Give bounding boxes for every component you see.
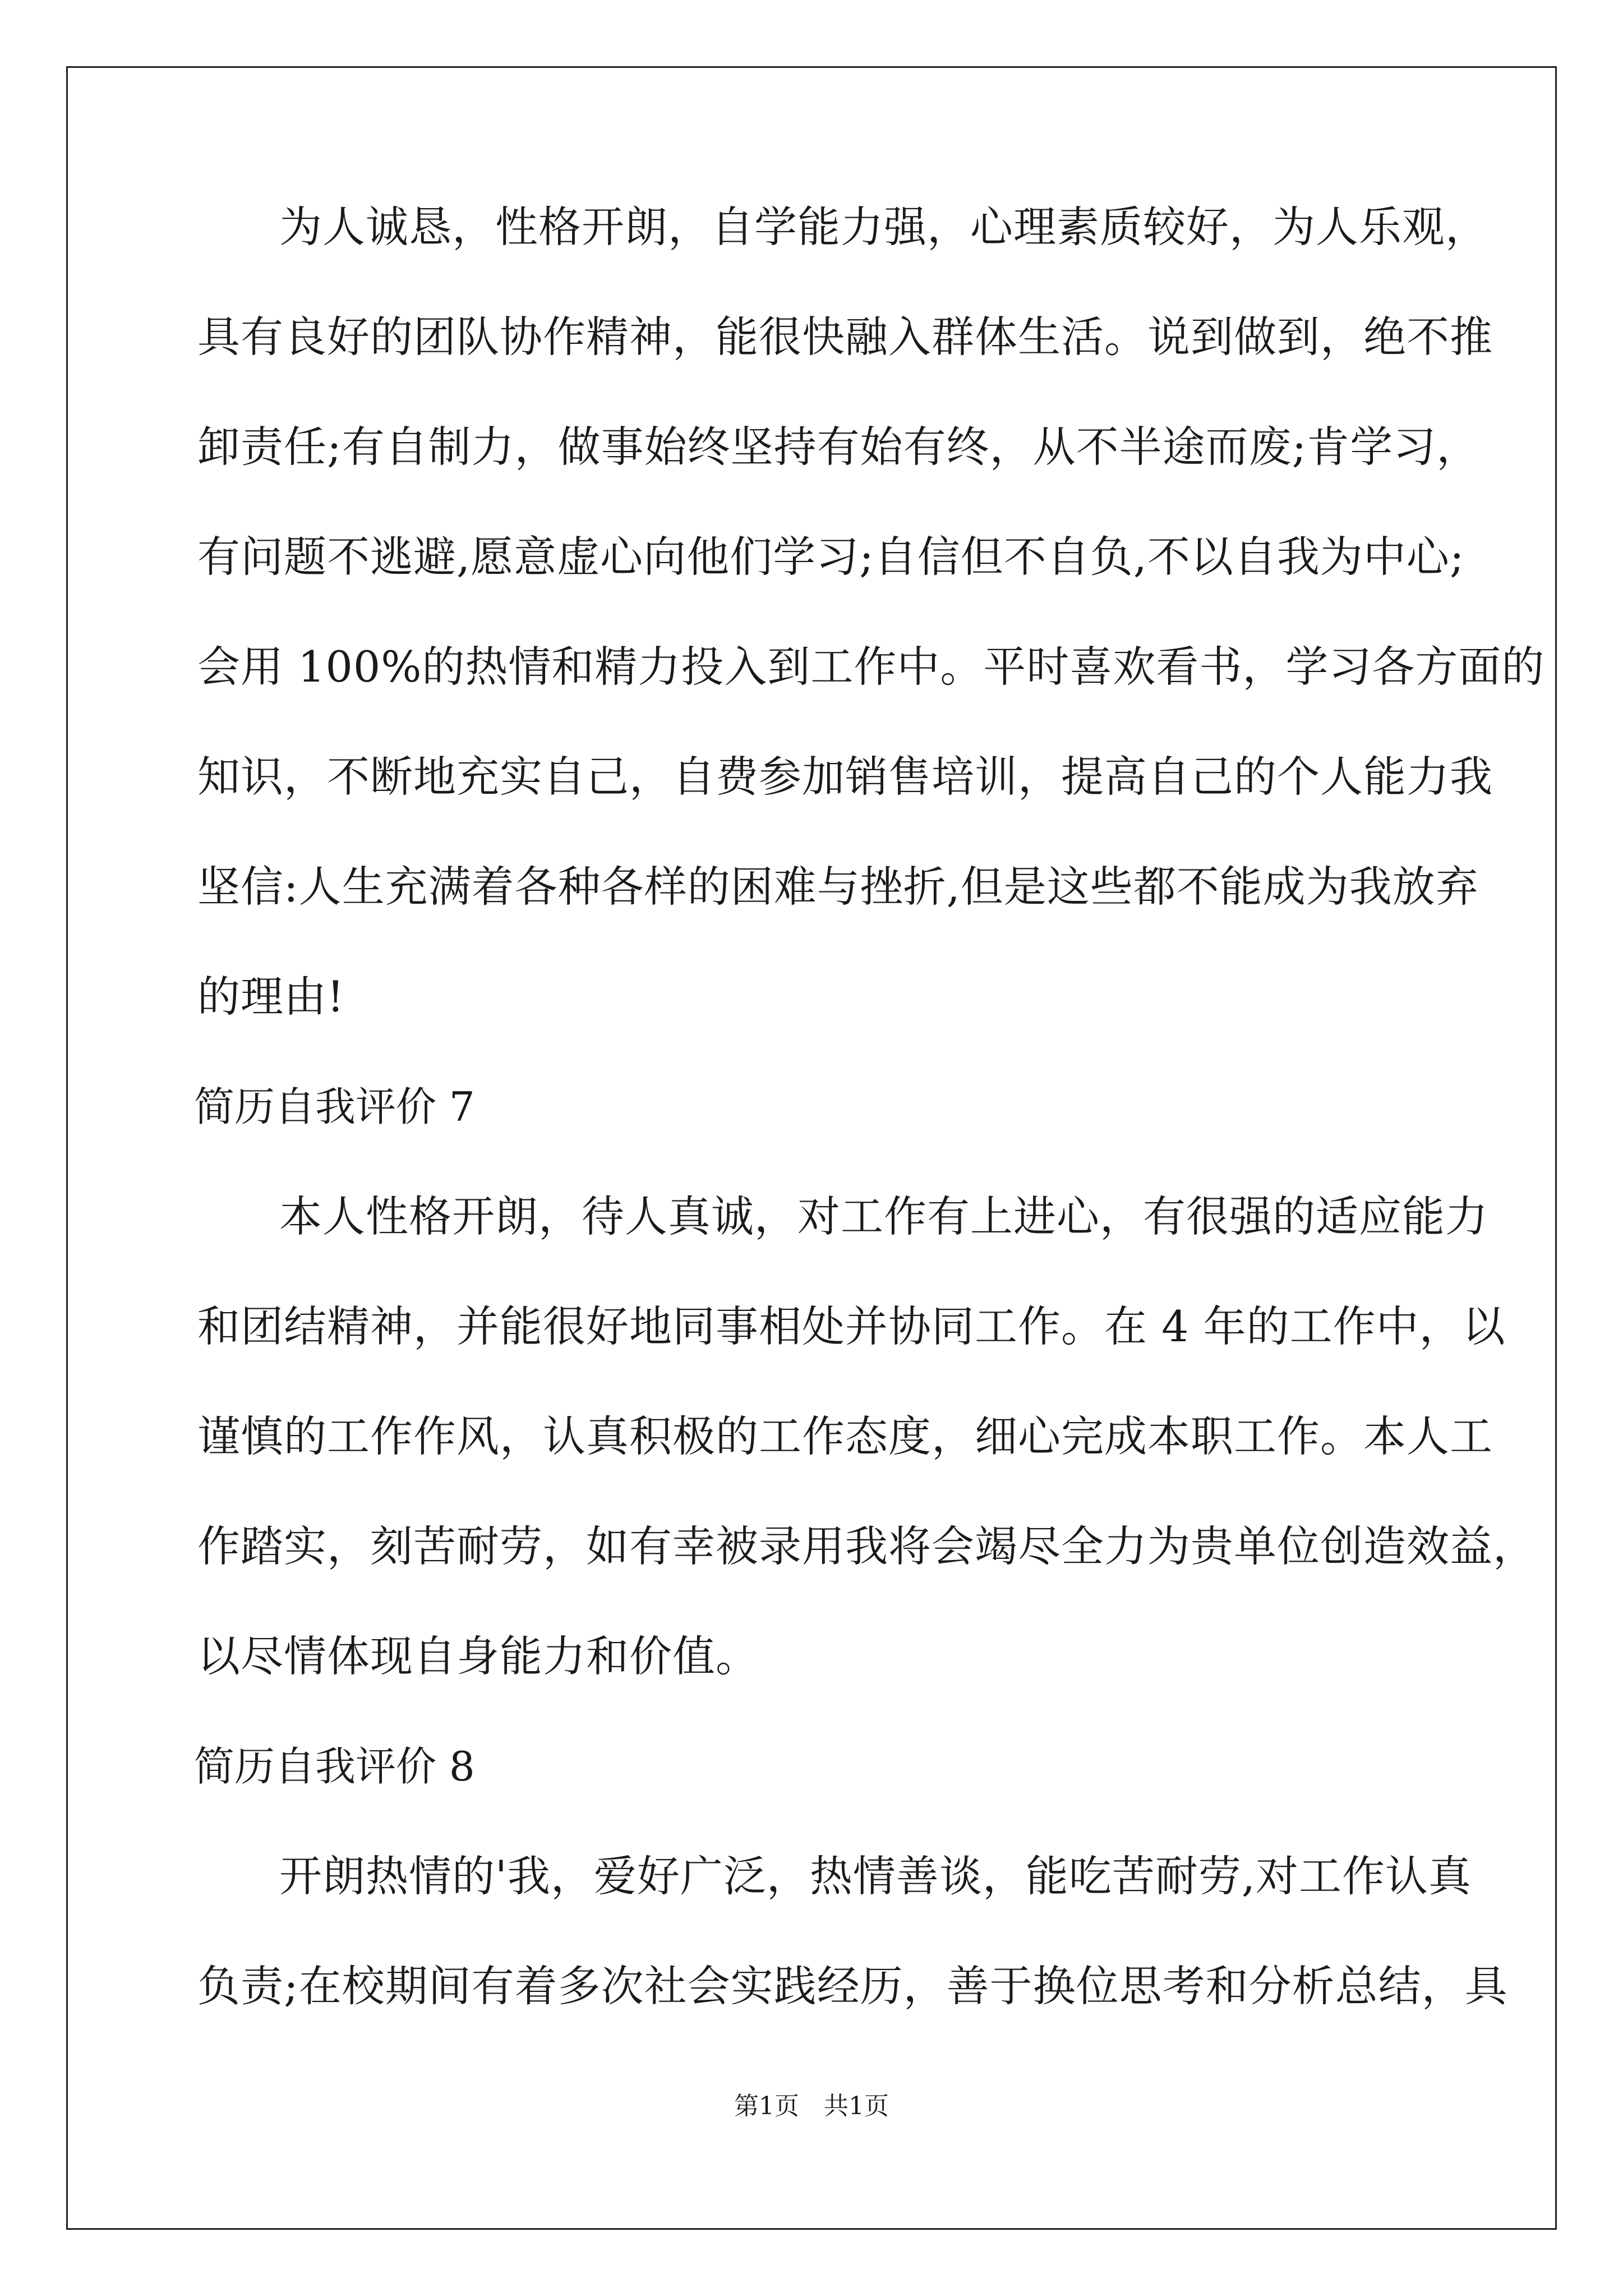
paragraph-2-line-5: 以尽情体现自身能力和价值。 <box>197 1631 759 1681</box>
paragraph-1-line-3: 卸责任;有自制力，做事始终坚持有始有终，从不半途而废;肯学习， <box>197 422 1480 472</box>
paragraph-1-line-5: 会用 100%的热情和精力投入到工作中。平时喜欢看书，学习各方面的 <box>197 642 1545 692</box>
paragraph-1-line-4: 有问题不逃避,愿意虚心向他们学习;自信但不自负,不以自我为中心; <box>197 532 1465 582</box>
paragraph-1-line-6: 知识，不断地充实自己，自费参加销售培训，提高自己的个人能力我 <box>197 752 1493 802</box>
section-heading-7: 简历自我评价 7 <box>194 1083 475 1130</box>
paragraph-3-line-1: 开朗热情的'我，爱好广泛，热情善谈，能吃苦耐劳,对工作认真 <box>279 1851 1472 1901</box>
page-number-footer: 第1页 共1页 <box>734 2092 889 2120</box>
paragraph-2-line-1: 本人性格开朗，待人真诚，对工作有上进心，有很强的适应能力 <box>279 1191 1488 1241</box>
paragraph-2-line-2: 和团结精神，并能很好地同事相处并协同工作。在 4 年的工作中，以 <box>197 1301 1506 1351</box>
paragraph-1-line-7: 坚信:人生充满着各种各样的困难与挫折,但是这些都不能成为我放弃 <box>197 862 1479 912</box>
paragraph-2-line-4: 作踏实，刻苦耐劳，如有幸被录用我将会竭尽全力为贵单位创造效益， <box>197 1521 1536 1571</box>
paragraph-1-line-2: 具有良好的团队协作精神，能很快融入群体生活。说到做到，绝不推 <box>197 312 1493 362</box>
page-border <box>66 66 1557 2230</box>
paragraph-2-line-3: 谨慎的工作作风，认真积极的工作态度，细心完成本职工作。本人工 <box>197 1411 1493 1461</box>
paragraph-3-line-2: 负责;在校期间有着多次社会实践经历，善于换位思考和分析总结，具 <box>197 1961 1508 2011</box>
section-heading-8: 简历自我评价 8 <box>194 1743 475 1790</box>
paragraph-1-line-1: 为人诚恳，性格开朗，自学能力强，心理素质较好，为人乐观， <box>279 202 1488 252</box>
paragraph-1-line-8: 的理由! <box>197 972 345 1022</box>
